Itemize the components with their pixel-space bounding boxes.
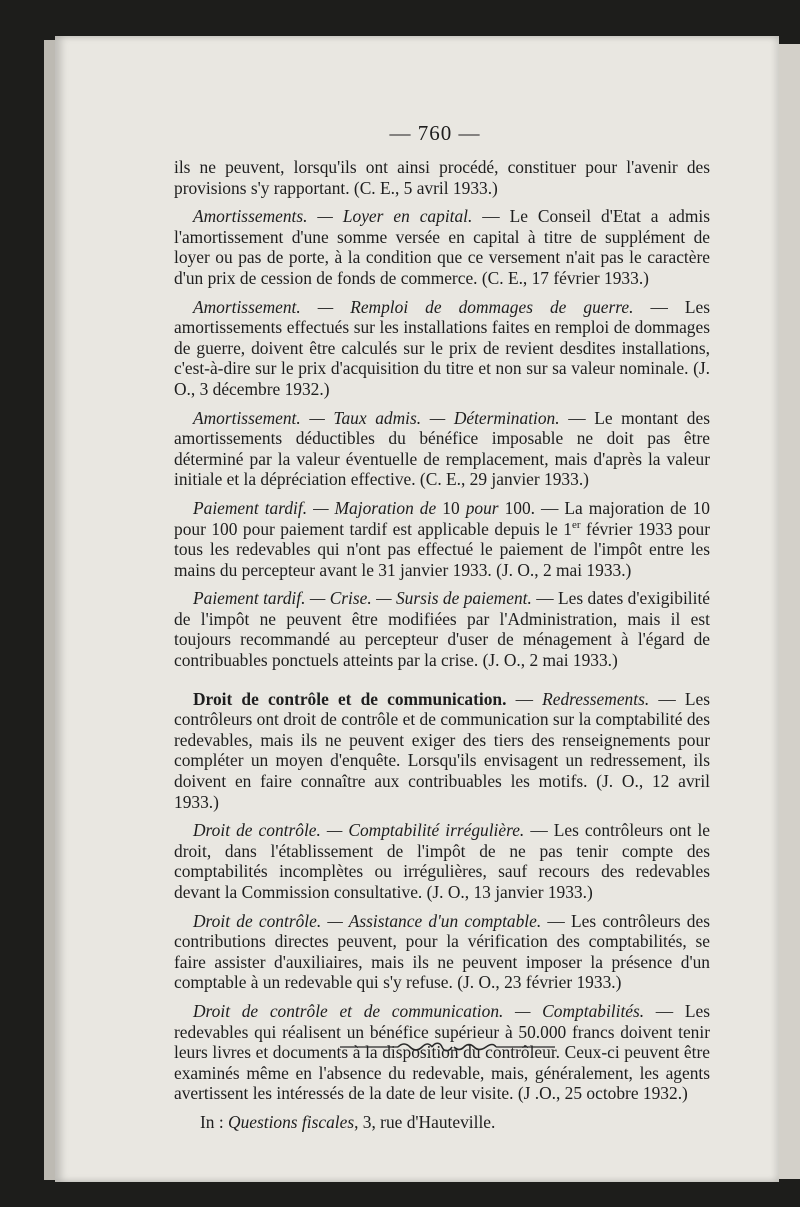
entry-paiement-crise: Paiement tardif. — Crise. — Sursis de paiement. — Les dates d'exigibilité de l'impôt ne peuvent être modifiées par l'Administration, mais il est toujours recommandé au percepteur d'user de ménagement à l'égard de contribuables ponctuels atteints par la crise. (J. O., 2 mai 1933.): [174, 588, 710, 671]
section-droit-de-controle: Droit de contrôle et de communication. — Redressements. — Les contrôleurs ont droit de contrôle et de communication sur la comptabilité des redevables, mais ils ne peuvent exiger des tiers des renseignements pour compléter un moyen d'enquête. Lorsqu'ils envisagent un redressement, ils doivent en faire connaître aux contribuables les motifs. (J. O., 12 avril 1933.): [174, 688, 710, 812]
page-edge-right: [779, 44, 800, 1179]
entry-paiement-majoration: Paiement tardif. — Majoration de 10 pour 100. — La majoration de 10 pour 100 pour paiement tardif est applicable depuis le 1er février 1933 pour tous les redevables qui n'ont pas effectué le paiement de l'impôt entre les mains du percepteur avant le 31 janvier 1933. (J. O., 2 mai 1933.): [174, 497, 710, 580]
page-number: — 760 —: [389, 121, 481, 145]
entry-amortissement-remploi: Amortissement. — Remploi de dommages de guerre. — Les amortissements effectués sur les installations faites en remploi de dommages de guerre, doivent être calculés sur le prix de revient desdites installations, c'est-à-dire sur le prix d'acquisition du titre et non sur sa valeur nominale. (J. O., 3 décembre 1932.): [174, 296, 711, 399]
page-edge-left: [44, 40, 55, 1180]
entry-amortissement-taux: Amortissement. — Taux admis. — Détermination. — Le montant des amortissements déductibles du bénéfice imposable ne doit pas être déterminé par la valeur éventuelle de remplacement, mais d'après la valeur initiale et la dépréciation effective. (C. E., 29 janvier 1933.): [174, 407, 710, 490]
tailpiece-ornament-icon: [340, 1040, 555, 1054]
section-heading: Droit de contrôle et de communication.: [193, 688, 507, 709]
entry-comptabilites: Droit de contrôle et de communication. — Comptabilités. — Les redevables qui réalisent un bénéfice supérieur à 50.000 francs doivent tenir leurs livres et documents à la disposition du contrôleur. Ceux-ci peuvent être examinés même en l'absence du redevable, mais, généralement, les agents avertissent les intéressés de la date de leur visite. (J .O., 25 octobre 1932.): [174, 1000, 710, 1104]
entry-assistance-comptable: Droit de contrôle. — Assistance d'un comptable. — Les contrôleurs des contributions directes peuvent, pour la vérification des comptabilités, se faire assister d'auxiliaires, mais ils ne peuvent imposer la présence d'un comptable à un redevable qui s'y refuse. (J. O., 23 février 1933.): [174, 910, 710, 993]
source-citation: In : Questions fiscales, 3, rue d'Hauteville.: [200, 1111, 496, 1132]
article-body: [174, 157, 710, 1141]
paragraph-continuation: ils ne peuvent, lorsqu'ils ont ainsi procédé, constituer pour l'avenir des provisions s'y rapportant. (C. E., 5 avril 1933.): [174, 157, 710, 198]
entry-comptabilite-irreguliere: Droit de contrôle. — Comptabilité irrégulière. — Les contrôleurs ont le droit, dans l'établissement de l'impôt de ne pas tenir compte des comptabilités incomplètes ou irrégulières, sauf recours des redevables devant la Commission consultative. (J. O., 13 janvier 1933.): [174, 820, 711, 902]
entry-amortissements-loyer: Amortissements. — Loyer en capital. — Le Conseil d'Etat a admis l'amortissement d'une somme versée en capital à titre de supplément de loyer ou pas de porte, à la condition que ce versement n'ait pas le caractère d'un prix de cession de fonds de commerce. (C. E., 17 février 1933.): [174, 206, 710, 288]
